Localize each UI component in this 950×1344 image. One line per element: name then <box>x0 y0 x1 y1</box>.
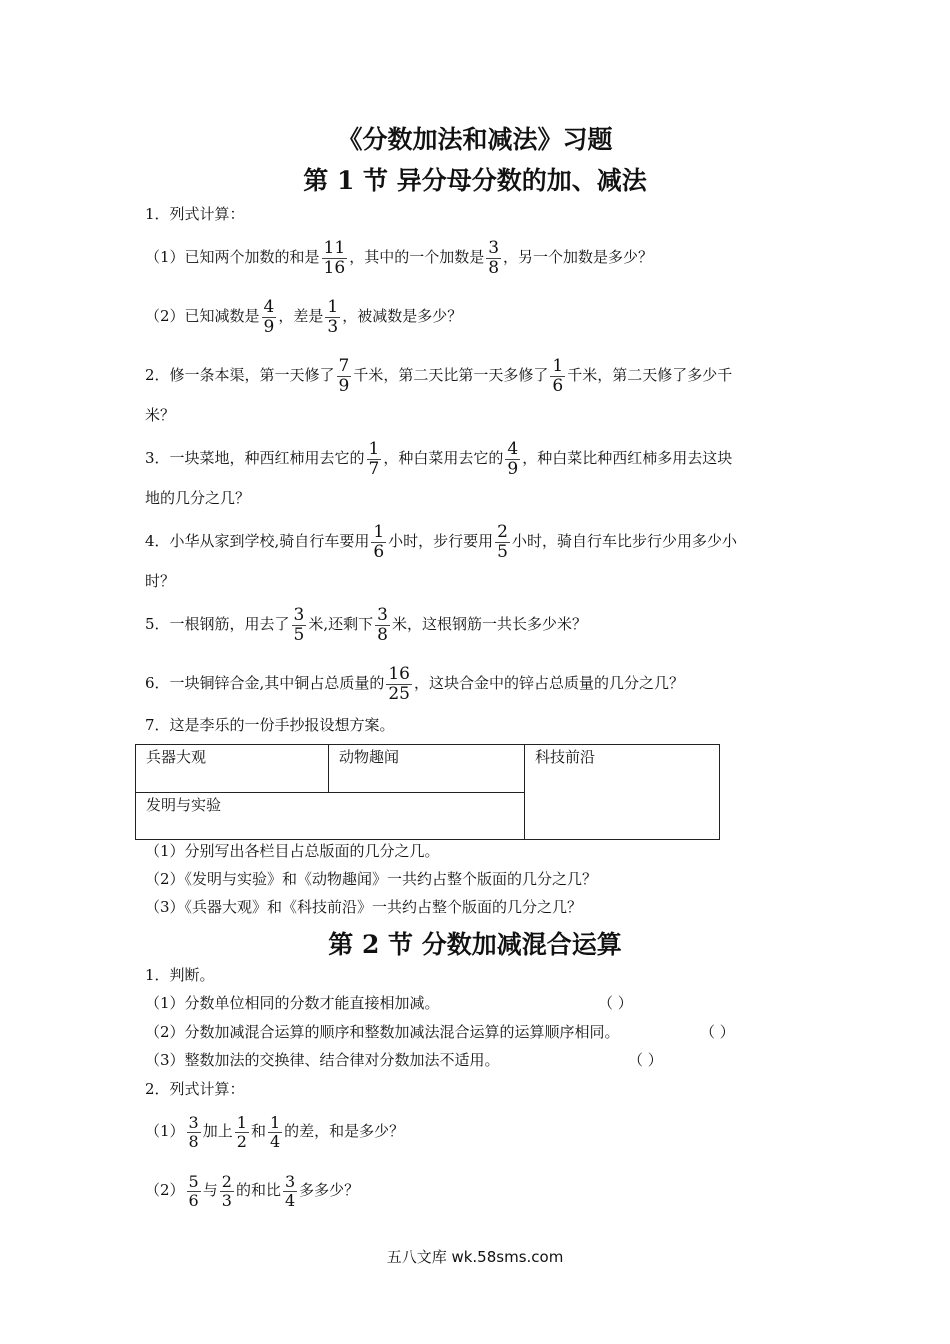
cell-technology: 科技前沿 <box>524 744 720 840</box>
answer-paren-3[interactable]: （ ） <box>628 1051 663 1069</box>
fraction: $\frac{1}{3}$ <box>327 296 339 337</box>
footer-watermark: 五八文库 wk.58sms.com <box>386 1248 564 1266</box>
fraction: $\frac{1}{2}$ <box>236 1112 247 1151</box>
judge-statement-3: （3）整数加法的交换律、结合律对分数加法不适用。 <box>145 1051 500 1069</box>
newspaper-layout-table <box>135 744 720 840</box>
q1-part1: （1）已知两个加数的和是 $\frac{11}{16}$ ，其中的一个加数是 $\frac{3}{8}$ ，另一个加数是多少？ <box>145 237 654 278</box>
fraction: $\frac{3}{5}$ <box>293 604 305 645</box>
fraction: $\frac{1}{6}$ <box>373 521 385 562</box>
document-title: 《分数加法和减法》习题 <box>337 125 613 154</box>
q7-label: 7．这是李乐的一份手抄报设想方案。 <box>145 716 395 734</box>
q1-label: 1．列式计算： <box>145 205 245 223</box>
q7-sub2: （2）《发明与实验》和《动物趣闻》一共约占整个版面的几分之几？ <box>145 870 598 888</box>
fraction: $\frac{1}{4}$ <box>269 1112 281 1151</box>
q7-sub1: （1）分别写出各栏目占总版面的几分之几。 <box>145 842 440 860</box>
answer-paren-1[interactable]: （ ） <box>598 994 633 1012</box>
q3-line2: 地的几分之几？ <box>145 489 251 507</box>
fraction: $\frac{7}{9}$ <box>338 355 350 396</box>
s2-q1-label: 1．判断。 <box>145 966 215 984</box>
q1-part2: （2）已知减数是 $\frac{4}{9}$ ，差是 $\frac{1}{3}$ ，被减数是多少？ <box>145 296 463 337</box>
q4-line1: 4．小华从家到学校,骑自行车要用 $\frac{1}{6}$ 小时，步行要用 $\frac{2}{5}$ 小时，骑自行车比步行少用多少小 <box>145 521 738 562</box>
fraction: $\frac{2}{3}$ <box>221 1171 232 1210</box>
cell-weapons: 兵器大观 <box>135 744 329 793</box>
cell-animals: 动物趣闻 <box>328 744 525 793</box>
fraction: $\frac{3}{4}$ <box>284 1171 296 1210</box>
section-2-heading: 第 2 节 分数加减混合运算 <box>328 930 622 959</box>
fraction: $\frac{4}{9}$ <box>263 296 275 337</box>
fraction: $\frac{1}{6}$ <box>552 355 564 396</box>
fraction: $\frac{3}{8}$ <box>488 237 500 278</box>
q2-line1: 2．修一条本渠，第一天修了 $\frac{7}{9}$ 千米，第二天比第一天多修了 $\frac{1}{6}$ 千米，第二天修了多少千 <box>145 355 733 396</box>
fraction: $\frac{3}{8}$ <box>377 604 388 645</box>
cell-inventions: 发明与实验 <box>135 792 525 840</box>
judge-statement-2: （2）分数加减混合运算的顺序和整数加减法混合运算的运算顺序相同。 <box>145 1023 620 1041</box>
q4-line2: 时？ <box>145 572 176 590</box>
fraction: $\frac{1}{7}$ <box>368 438 380 479</box>
fraction: $\frac{16}{25}$ <box>388 663 410 704</box>
fraction: $\frac{4}{9}$ <box>507 438 519 479</box>
s2-q2-part2: （2） $\frac{5}{6}$ 与 $\frac{2}{3}$ 的和比 $\frac{3}{4}$ 多多少？ <box>145 1171 360 1210</box>
answer-paren-2[interactable]: （ ） <box>700 1023 735 1041</box>
fraction: $\frac{2}{5}$ <box>497 521 508 562</box>
q7-sub3: （3）《兵器大观》和《科技前沿》一共约占整个版面的几分之几？ <box>145 898 583 916</box>
judge-statement-1: （1）分数单位相同的分数才能直接相加减。 <box>145 994 440 1012</box>
fraction: $\frac{11}{16}$ <box>323 237 346 278</box>
fraction: $\frac{3}{8}$ <box>188 1112 199 1151</box>
fraction: $\frac{5}{6}$ <box>188 1171 199 1210</box>
q2-line2: 米？ <box>145 406 176 424</box>
s2-q2-label: 2．列式计算： <box>145 1080 245 1098</box>
q3-line1: 3．一块菜地，种西红柿用去它的 $\frac{1}{7}$ ，种白菜用去它的 $\frac{4}{9}$ ，种白菜比种西红柿多用去这块 <box>145 438 733 479</box>
s2-q2-part1: （1） $\frac{3}{8}$ 加上 $\frac{1}{2}$ 和 $\frac{1}{4}$ 的差，和是多少？ <box>145 1112 405 1151</box>
q6: 6．一块铜锌合金,其中铜占总质量的 $\frac{16}{25}$ ，这块合金中的锌占总质量的几分之几？ <box>145 663 684 704</box>
q5: 5．一根钢筋，用去了 $\frac{3}{5}$ 米,还剩下 $\frac{3}{8}$ 米，这根钢筋一共长多少米？ <box>145 604 587 645</box>
section-1-heading: 第 1 节 异分母分数的加、减法 <box>303 166 647 195</box>
